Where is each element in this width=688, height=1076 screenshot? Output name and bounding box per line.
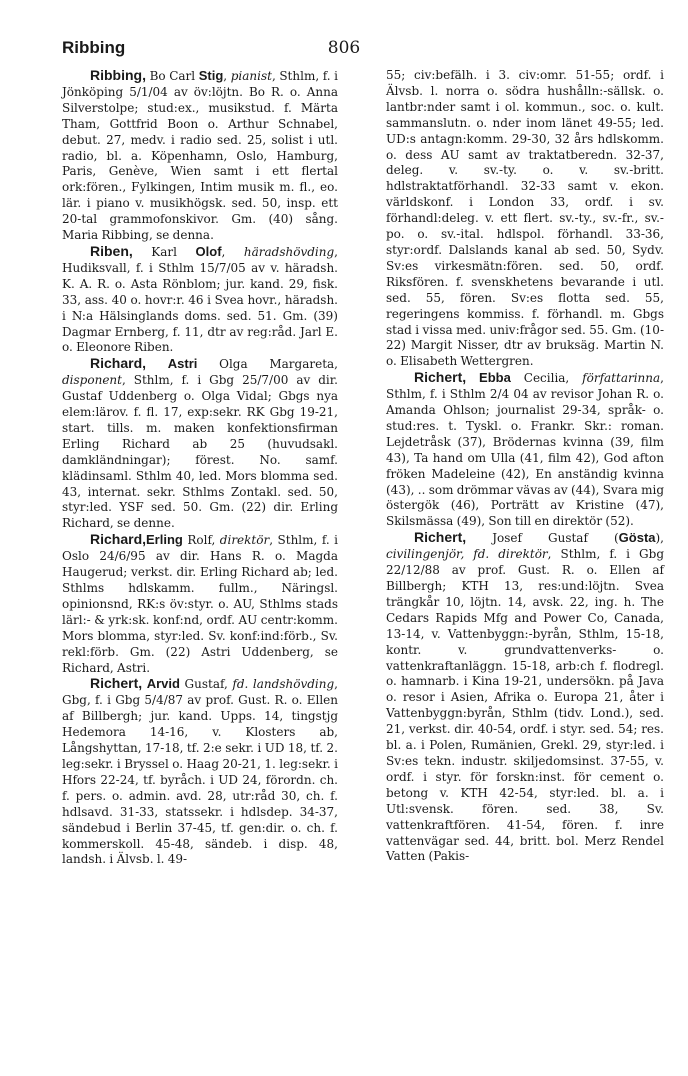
entry-occupation: fd. landshövding [232, 677, 335, 692]
entry-names: Josef Gustaf ( [466, 531, 619, 546]
entry-occupation: civilingenjör, fd. direktör [386, 547, 548, 562]
entry-occupation: pianist [230, 69, 272, 83]
entry-surname: Richert, [414, 529, 467, 546]
left-column [62, 68, 338, 868]
entry-names: ), [655, 531, 664, 546]
entry-called-name: Ebba [479, 370, 511, 386]
entry-called-name: Erling [146, 532, 183, 548]
running-head: Ribbing [62, 38, 126, 57]
entry-surname: Richard, [90, 531, 147, 548]
entry-called-name: Stig [198, 68, 224, 83]
entry-names: , [221, 244, 244, 259]
entry-riben-olof [62, 244, 338, 356]
entry-occupation: häradshövding [243, 244, 335, 259]
entry-text: , Gbg, f. i Gbg 5/4/87 av prof. Gust. R. o. Ellen af Billbergh; jur. kand. Upps. 14, tingstjg Hedemora 14-16, v. Klosters ab, Långshyttan, 17-18, tf. 2:e sekr. i UD 18, tf. 2. leg:sekr. i Bryssel o. Haag 20-21, 1. leg:sekr. i Hfors 22-24, tf. byråch. i UD 24, förordn. ch. f. pers. o. admin. avd. 28, utr:råd 30, ch. f. hdlsavd. 31-33, statssekr. i hdlsdep. 34-37, sändebud i Berlin 37-45, tf. gen:dir. o. ch. f. kommerskoll. 45-48, sändeb. i disp. 48, landsh. i Älvsb. l. 49- [62, 677, 338, 867]
entry-richard-astri [62, 356, 338, 532]
entry-names: Rolf, [182, 533, 220, 548]
entry-surname: Richard, [90, 355, 147, 372]
entry-text: , Sthlm, f. i Jönköping 5/1/04 av öv:löjtn. Bo R. o. Anna Silverstolpe; stud:ex., musikstud. f. Märta Tham, Gottfrid Boon o. Arthur Schnabel, debut. 27, medv. i radio sed. 25, solist i utl. radio, bl. a. Köpenhamn, Oslo, Hamburg, Paris, Genève, Wien samt i ett flertal ork:fören., Fylkingen, Intim musik m. fl., eo. lär. i piano v. musikhögsk. sed. 50, insp. ett 20-tal grammofonskivor. Gm. (40) sång. Maria Ribbing, se denna. [62, 69, 338, 243]
entry-richert-ebba [386, 370, 664, 530]
entry-called-name: Gösta [618, 530, 656, 546]
entry-surname: Richert, [90, 675, 143, 692]
entry-richert-arvid [62, 676, 338, 868]
entry-richard-erling [62, 532, 338, 676]
entry-surname: Ribbing, [90, 67, 146, 83]
entry-surname: Riben, [90, 242, 133, 259]
entry-text: , Sthlm, f. i Sthlm 2/4 04 av revisor Johan R. o. Amanda Ohlson; journalist 29-34, språk- o. stud:res. t. Tyskl. o. Frankr. Skr.: roman. Lejdetråsk (37), Brödernas kvinna (39, film 43), Ta hand om Ulla (41, film 42), God afton fröken Madeleine (42), En anständig kvinna (43), .. som drömmar vävas av (44), Svara mig östergök (46), Porträtt av Kristine (47), Skilsmässa (49), Son till en direktör (52). [386, 371, 664, 529]
entry-names: Olga Margareta, [197, 357, 338, 372]
entry-occupation: direktör [219, 533, 270, 548]
page-number: 806 [327, 38, 361, 58]
entry-text: , Hudiksvall, f. i Sthlm 15/7/05 av v. häradsh. K. A. R. o. Asta Rönblom; jur. kand. 29, fisk. 33, ass. 40 o. hovr:r. 46 i Svea hovr., häradsh. i N:a Hälsinglands doms. sed. 51. Gm. (39) Dagmar Ernberg, f. 11, dtr av reg:råd. Jarl E. o. Eleonore Riben. [62, 244, 338, 355]
entry-ribbing-stig [62, 68, 338, 244]
entry-continuation: 55; civ:befälh. i 3. civ:omr. 51-55; ordf. i Älvsb. l. norra o. södra hushålln:-sällsk. o. lantbr:nder samt i ol. kommun., soc. o. kult. sammanslutn. o. nder inom länet 49-55; led. UD:s antagn:komm. 29-30, 32 års hdlskomm. o. dess AU samt av traktatberedn. 32-37, deleg. v. sv.-ty. o. v. sv.-britt. hdlstraktatförhandl. 32-33 samt v. ekon. världskonf. i London 33, ordf. i sv. förhandl:deleg. v. ett flert. sv.-ty., sv.-fr., sv.-po. o. sv.-ital. hdlspol. förhandl. 33-36, styr:ordf. Dalslands kanal ab sed. 50, Sydv. Sv:es virkesmätn:fören. sed. 50, ordf. Riksfören. f. svenskhetens bevarande i utl. sed. 55, fören. Sv:es flotta sed. 55, regeringens kommiss. f. förhandl. m. Gbgs stad i vissa med. univ:frågor sed. 55. Gm. (10-22) Margit Nisser, dtr av bruksäg. Martin N. o. Elisabeth Wettergren. [386, 68, 664, 369]
entry-called-name: Arvid [146, 676, 180, 692]
entry-names: Bo Carl [146, 69, 199, 83]
right-column [386, 68, 664, 865]
entry-occupation: författarinna [582, 371, 661, 386]
entry-surname: Richert, [414, 369, 467, 386]
entry-names [466, 371, 479, 385]
entry-names: Gustaf, [179, 677, 233, 692]
entry-text: , Sthlm, f. i Gbg 22/12/88 av prof. Gust. R. o. Ellen af Billbergh; KTH 13, res:und:löjtn. Svea trängkår 10, löjtn. 14, avsk. 22, ing. h. The Cedars Rapids Mfg and Power Co, Canada, 13-14, v. Vattenbyggn:-byrån, Sthlm, 15-18, kontr. v. grundvattenverks- o. vattenkraftanläggn. 15-18, arb:ch f. flodregl. o. hamnarb. i Kina 19-21, undersökn. på Java o. resor i Asien, Afrika o. Europa 21, åter i Vattenbyggn:byrån, Sthlm (tidv. Lond.), sed. 21, verkst. dir. 40-54, ordf. i styr. sed. 54; res. bl. a. i Polen, Rumänien, Grekl. 29, styr:led. i Sv:es tekn. industr. skiljedomsinst. 37-55, v. ordf. i styr. för forskn:inst. för cement o. betong v. KTH 42-54, styr:led. bl. a. i Utl:svensk. fören. sed. 38, Sv. vattenkraftfören. 41-54, fören. f. inre vattenvägar sed. 44, britt. bol. Merz Rendel Vatten (Pakis- [386, 547, 664, 864]
entry-names [146, 357, 168, 371]
entry-names: Cecilia, [510, 371, 583, 386]
page-header [62, 38, 626, 60]
entry-occupation: disponent [62, 373, 122, 388]
entry-called-name: Astri [167, 356, 198, 372]
entry-richert-gosta [386, 530, 664, 865]
entry-names: , [223, 69, 231, 83]
entry-names: Karl [132, 244, 196, 259]
entry-text: , Sthlm, f. i Oslo 24/6/95 av dir. Hans R. o. Magda Haugerud; verkst. dir. Erling Richard ab; led. Sthlms hdlskamm. fullm., Näringsl. opinionsnd, RK:s öv:styr. o. AU, Sthlms stads lärl:- & yrk:sk. konf:nd, ordf. AU centr:komm. Mors blomma, styr:led. Sv. konf:ind:förb., Sv. rekl:förb. Gm. (22) Astri Uddenberg, se Richard, Astri. [62, 533, 338, 675]
entry-text: , Sthlm, f. i Gbg 25/7/00 av dir. Gustaf Uddenberg o. Olga Vidal; Gbgs nya elem:lärov. f. fl. 17, exp:sekr. RK Gbg 19-21, start. tills. m. maken konfektionsfirman Erling Richard ab 25 (huvudsakl. damkländningar); förest. No. samf. klädinsaml. Sthlm 40, led. Mors blomma sed. 43, internat. sekr. Sthlms Zontakl. sed. 50, styr:led. YSF sed. 50. Gm. (22) dir. Erling Richard, se denne. [62, 373, 338, 531]
entry-called-name: Olof [195, 243, 222, 259]
